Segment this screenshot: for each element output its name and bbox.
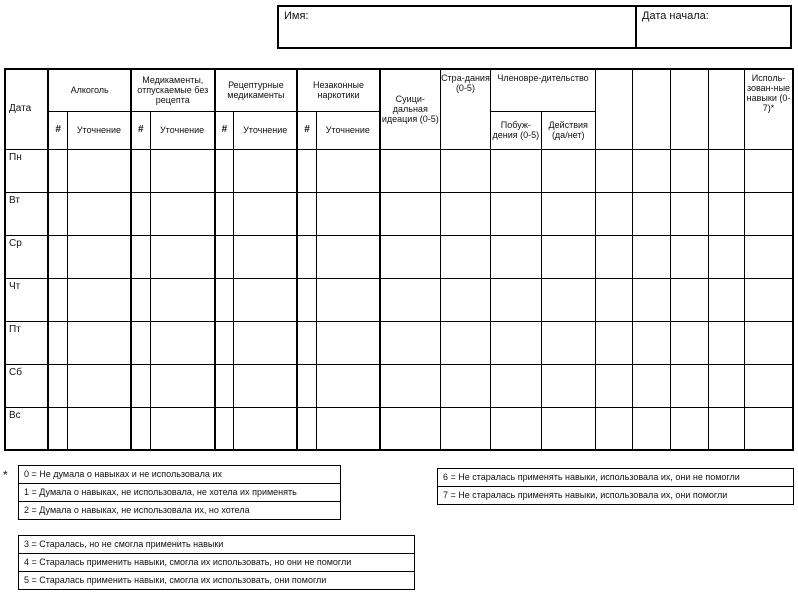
entry-cell[interactable] <box>491 364 541 407</box>
entry-cell[interactable] <box>671 364 708 407</box>
entry-cell[interactable] <box>150 235 214 278</box>
entry-cell[interactable] <box>234 407 297 450</box>
entry-cell[interactable] <box>131 149 150 192</box>
entry-cell[interactable] <box>215 278 234 321</box>
col-suicidal-header: Суици-дальная идеация (0-5) <box>380 69 440 149</box>
entry-cell[interactable] <box>316 149 379 192</box>
entry-cell[interactable] <box>215 235 234 278</box>
entry-cell[interactable] <box>491 192 541 235</box>
entry-cell[interactable] <box>745 364 793 407</box>
entry-cell[interactable] <box>150 321 214 364</box>
day-label: Пн <box>5 149 48 192</box>
entry-cell[interactable] <box>595 278 632 321</box>
entry-cell[interactable] <box>234 192 297 235</box>
table-row <box>5 321 793 364</box>
entry-cell[interactable] <box>131 364 150 407</box>
entry-cell[interactable] <box>48 407 67 450</box>
entry-cell[interactable] <box>595 364 632 407</box>
entry-cell[interactable] <box>708 321 744 364</box>
entry-cell[interactable] <box>150 192 214 235</box>
entry-cell[interactable] <box>316 364 379 407</box>
entry-cell[interactable] <box>150 278 214 321</box>
entry-cell[interactable] <box>67 192 130 235</box>
entry-cell[interactable] <box>380 192 440 235</box>
col-selfharm-header: Членовре-дительство <box>491 69 596 111</box>
illegal-count-header: # <box>297 111 316 149</box>
entry-cell[interactable] <box>67 321 130 364</box>
name-label: Имя: <box>284 10 309 22</box>
entry-cell[interactable] <box>491 149 541 192</box>
legend-item: 4 = Старалась применить навыки, смогла их использовать, но они не помогли <box>19 554 414 572</box>
entry-cell[interactable] <box>380 235 440 278</box>
table-row <box>5 278 793 321</box>
start-date-label: Дата начала: <box>642 10 709 22</box>
entry-cell[interactable] <box>595 192 632 235</box>
diary-table <box>4 68 794 451</box>
entry-cell[interactable] <box>440 149 490 192</box>
entry-cell[interactable] <box>440 235 490 278</box>
entry-cell[interactable] <box>215 192 234 235</box>
entry-cell[interactable] <box>48 364 67 407</box>
entry-cell[interactable] <box>67 235 130 278</box>
entry-cell[interactable] <box>671 321 708 364</box>
entry-cell[interactable] <box>440 278 490 321</box>
entry-cell[interactable] <box>440 407 490 450</box>
entry-cell[interactable] <box>215 149 234 192</box>
entry-cell[interactable] <box>48 321 67 364</box>
entry-cell[interactable] <box>131 235 150 278</box>
entry-cell[interactable] <box>297 321 316 364</box>
entry-cell[interactable] <box>491 235 541 278</box>
entry-cell[interactable] <box>150 364 214 407</box>
entry-cell[interactable] <box>297 149 316 192</box>
col-alcohol-header: Алкоголь <box>48 69 131 111</box>
entry-cell[interactable] <box>380 364 440 407</box>
col-date-header: Дата <box>5 69 48 149</box>
entry-cell[interactable] <box>541 149 595 192</box>
col-illegal-header: Незаконные наркотики <box>297 69 380 111</box>
entry-cell[interactable] <box>491 407 541 450</box>
entry-cell[interactable] <box>708 364 744 407</box>
entry-cell[interactable] <box>380 407 440 450</box>
alcohol-clarify-header: Уточнение <box>67 111 130 149</box>
entry-cell[interactable] <box>297 364 316 407</box>
table-row <box>5 192 793 235</box>
entry-cell[interactable] <box>745 407 793 450</box>
entry-cell[interactable] <box>671 278 708 321</box>
entry-cell[interactable] <box>234 278 297 321</box>
entry-cell[interactable] <box>150 407 214 450</box>
day-label: Вс <box>5 407 48 450</box>
entry-cell[interactable] <box>380 321 440 364</box>
legend-item: 5 = Старалась применить навыки, смогла их использовать, они помогли <box>24 575 327 585</box>
legend-box-6-7 <box>437 468 794 505</box>
entry-cell[interactable] <box>491 278 541 321</box>
rx-clarify-header: Уточнение <box>234 111 297 149</box>
entry-cell[interactable] <box>48 149 67 192</box>
table-row <box>5 235 793 278</box>
entry-cell[interactable] <box>671 149 708 192</box>
entry-cell[interactable] <box>234 235 297 278</box>
rx-count-header: # <box>215 111 234 149</box>
legend-item: 0 = Не думала о навыках и не использовала их <box>19 466 340 484</box>
entry-cell[interactable] <box>595 149 632 192</box>
entry-cell[interactable] <box>671 407 708 450</box>
entry-cell[interactable] <box>708 192 744 235</box>
entry-cell[interactable] <box>671 235 708 278</box>
blank-header-1 <box>595 69 632 149</box>
entry-cell[interactable] <box>440 192 490 235</box>
entry-cell[interactable] <box>541 235 595 278</box>
entry-cell[interactable] <box>633 278 671 321</box>
entry-cell[interactable] <box>708 407 744 450</box>
entry-cell[interactable] <box>234 364 297 407</box>
legend-item: 2 = Думала о навыках, не использовала их, но хотела <box>24 505 250 515</box>
entry-cell[interactable] <box>67 407 130 450</box>
diary-body <box>5 149 793 450</box>
legend-box-3-5 <box>18 535 415 590</box>
entry-cell[interactable] <box>541 321 595 364</box>
table-row <box>5 364 793 407</box>
otc-clarify-header: Уточнение <box>150 111 214 149</box>
entry-cell[interactable] <box>745 235 793 278</box>
header-box <box>277 5 792 49</box>
entry-cell[interactable] <box>541 407 595 450</box>
entry-cell[interactable] <box>541 364 595 407</box>
entry-cell[interactable] <box>297 235 316 278</box>
legend-item: 6 = Не старалась применять навыки, использовала их, они не помогли <box>438 469 793 487</box>
entry-cell[interactable] <box>745 192 793 235</box>
col-actions-header: Действия (да/нет) <box>541 111 595 149</box>
entry-cell[interactable] <box>633 149 671 192</box>
entry-cell[interactable] <box>745 321 793 364</box>
entry-cell[interactable] <box>595 235 632 278</box>
entry-cell[interactable] <box>541 192 595 235</box>
entry-cell[interactable] <box>48 235 67 278</box>
entry-cell[interactable] <box>440 321 490 364</box>
entry-cell[interactable] <box>316 235 379 278</box>
entry-cell[interactable] <box>234 321 297 364</box>
start-date-field[interactable] <box>637 7 790 47</box>
entry-cell[interactable] <box>316 321 379 364</box>
entry-cell[interactable] <box>380 149 440 192</box>
entry-cell[interactable] <box>297 278 316 321</box>
col-urges-header: Побуж-дения (0-5) <box>491 111 541 149</box>
entry-cell[interactable] <box>745 278 793 321</box>
entry-cell[interactable] <box>316 278 379 321</box>
entry-cell[interactable] <box>316 192 379 235</box>
legend-item: 1 = Думала о навыках, не использовала, не хотела их применять <box>19 484 340 502</box>
entry-cell[interactable] <box>297 192 316 235</box>
entry-cell[interactable] <box>131 192 150 235</box>
entry-cell[interactable] <box>671 192 708 235</box>
day-label: Чт <box>5 278 48 321</box>
entry-cell[interactable] <box>316 407 379 450</box>
entry-cell[interactable] <box>595 321 632 364</box>
entry-cell[interactable] <box>131 278 150 321</box>
col-otc-header: Медикаменты, отпускаемые без рецепта <box>131 69 215 111</box>
entry-cell[interactable] <box>541 278 595 321</box>
legend-star: * <box>3 468 8 482</box>
entry-cell[interactable] <box>215 407 234 450</box>
entry-cell[interactable] <box>633 235 671 278</box>
otc-count-header: # <box>131 111 150 149</box>
table-row <box>5 407 793 450</box>
legend-item: 7 = Не старалась применять навыки, использовала их, они помогли <box>443 490 728 500</box>
entry-cell[interactable] <box>633 364 671 407</box>
day-label: Вт <box>5 192 48 235</box>
legend-box-0-2 <box>18 465 341 520</box>
legend-item: 3 = Старалась, но не смогла применить навыки <box>19 536 414 554</box>
entry-cell[interactable] <box>234 149 297 192</box>
col-skills-header: Исполь-зован-ные навыки (0-7)* <box>745 69 793 149</box>
col-misery-header: Стра-дания (0-5) <box>440 69 490 149</box>
entry-cell[interactable] <box>633 321 671 364</box>
day-label: Сб <box>5 364 48 407</box>
table-row <box>5 149 793 192</box>
day-label: Ср <box>5 235 48 278</box>
entry-cell[interactable] <box>633 407 671 450</box>
day-label: Пт <box>5 321 48 364</box>
blank-header-3 <box>671 69 708 149</box>
entry-cell[interactable] <box>380 278 440 321</box>
entry-cell[interactable] <box>440 364 490 407</box>
entry-cell[interactable] <box>215 321 234 364</box>
illegal-clarify-header: Уточнение <box>316 111 379 149</box>
alcohol-count-header: # <box>48 111 67 149</box>
entry-cell[interactable] <box>150 149 214 192</box>
entry-cell[interactable] <box>67 149 130 192</box>
entry-cell[interactable] <box>67 278 130 321</box>
entry-cell[interactable] <box>297 407 316 450</box>
entry-cell[interactable] <box>745 149 793 192</box>
entry-cell[interactable] <box>48 278 67 321</box>
entry-cell[interactable] <box>48 192 67 235</box>
col-rx-header: Рецептурные медикаменты <box>215 69 298 111</box>
entry-cell[interactable] <box>708 235 744 278</box>
entry-cell[interactable] <box>595 407 632 450</box>
name-field[interactable] <box>279 7 637 47</box>
entry-cell[interactable] <box>708 278 744 321</box>
entry-cell[interactable] <box>131 407 150 450</box>
entry-cell[interactable] <box>215 364 234 407</box>
entry-cell[interactable] <box>491 321 541 364</box>
entry-cell[interactable] <box>633 192 671 235</box>
entry-cell[interactable] <box>67 364 130 407</box>
entry-cell[interactable] <box>131 321 150 364</box>
blank-header-4 <box>708 69 744 149</box>
entry-cell[interactable] <box>708 149 744 192</box>
blank-header-2 <box>633 69 671 149</box>
